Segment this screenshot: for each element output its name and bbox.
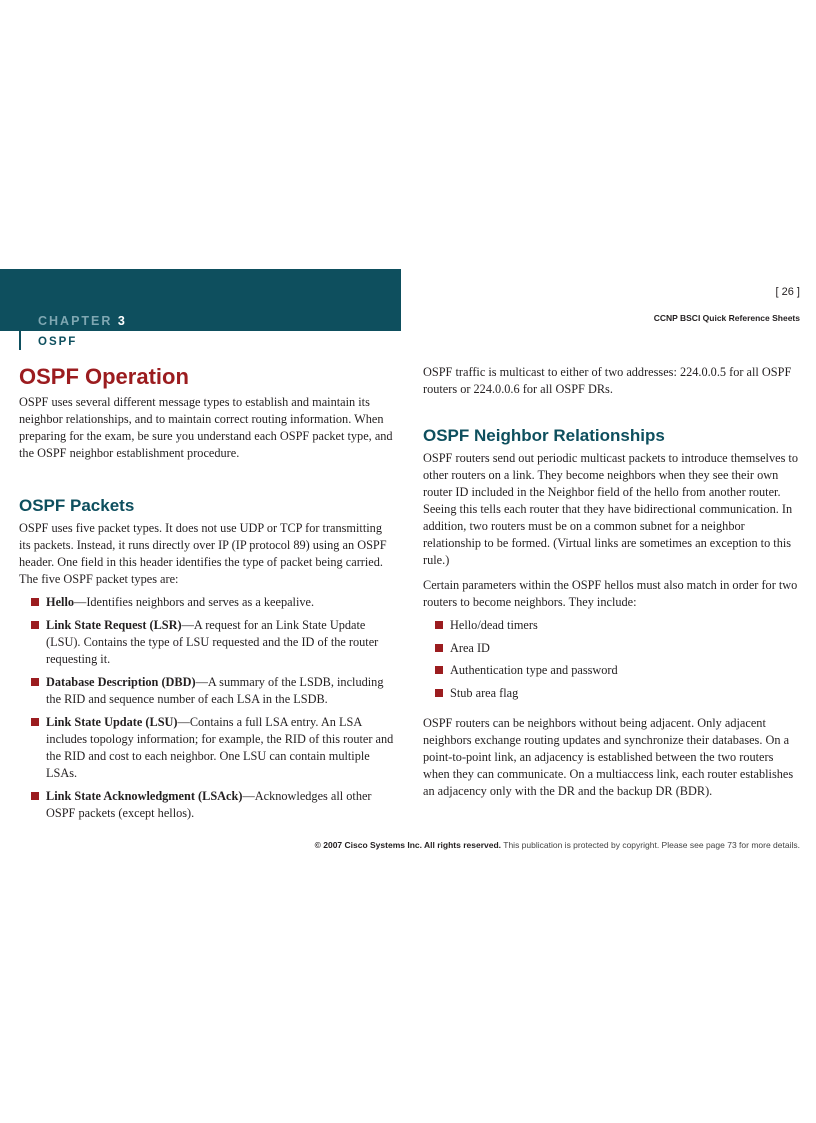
list-item: Hello/dead timers xyxy=(423,617,803,634)
left-column xyxy=(19,364,394,828)
section-divider xyxy=(19,331,21,350)
bullet-icon xyxy=(435,666,443,674)
operation-paragraph: OSPF uses several different message types to establish and maintain its neighbor relationships, and to maintain correct routing information. When preparing for the exam, be sure you understand each OSPF packet type, and the OSPF neighbor establishment procedure. xyxy=(19,395,393,460)
copyright-notice: This publication is protected by copyright. Please see page 73 for more details. xyxy=(503,840,800,850)
operation-heading: OSPF Operation xyxy=(19,364,189,389)
bullet-icon xyxy=(31,678,39,686)
params-paragraph: Certain parameters within the OSPF hellos must also match in order for two routers to become neighbors. They include: xyxy=(423,578,798,609)
section-name: OSPF xyxy=(38,336,78,348)
packet-type-list xyxy=(19,594,394,822)
bullet-icon xyxy=(31,621,39,629)
chapter-label-text: CHAPTER xyxy=(38,314,113,328)
list-item: Link State Acknowledgment (LSAck)—Acknowledges all other OSPF packets (except hellos). xyxy=(19,788,394,822)
bullet-icon xyxy=(435,689,443,697)
bullet-icon xyxy=(31,598,39,606)
neighbor-paragraph: OSPF routers send out periodic multicast packets to introduce themselves to other routers on a link. They become neighbors when they see their own router ID included in the Neighbor field of the hello from another router. Seeing this tells each router that they have bidirectional communication. In addition, two routers must be on a common subnet for a neighbor relationship to be formed. (Virtual links are sometimes an exception to this rule.) xyxy=(423,451,798,567)
neighbor-heading: OSPF Neighbor Relationships xyxy=(423,426,665,445)
list-item: Stub area flag xyxy=(423,685,803,702)
copyright-text: © 2007 Cisco Systems Inc. All rights reserved. xyxy=(314,840,502,850)
chapter-label xyxy=(38,314,127,328)
publication-title: CCNP BSCI Quick Reference Sheets xyxy=(653,313,800,323)
bullet-icon xyxy=(31,718,39,726)
list-item: Link State Request (LSR)—A request for an Link State Update (LSU). Contains the type of LSU requested and the ID of the router requesting it. xyxy=(19,617,394,668)
multicast-paragraph: OSPF traffic is multicast to either of two addresses: 224.0.0.5 for all OSPF routers or 224.0.0.6 for all OSPF DRs. xyxy=(423,365,792,396)
right-column xyxy=(423,364,803,800)
page-number: [ 26 ] xyxy=(775,286,800,298)
list-item: Database Description (DBD)—A summary of the LSDB, including the RID and sequence number of each LSA in the LSDB. xyxy=(19,674,394,708)
list-item: Link State Update (LSU)—Contains a full LSA entry. An LSA includes topology information; for example, the RID of this router and the RID and cost to each neighbor. One LSU can contain multiple LSAs. xyxy=(19,714,394,782)
packets-heading: OSPF Packets xyxy=(19,496,135,515)
list-item: Authentication type and password xyxy=(423,662,803,679)
chapter-number: 3 xyxy=(117,314,127,328)
bullet-icon xyxy=(31,792,39,800)
list-item: Hello—Identifies neighbors and serves as a keepalive. xyxy=(19,594,394,611)
copyright-footer xyxy=(315,840,800,850)
list-item: Area ID xyxy=(423,640,803,657)
bullet-icon xyxy=(435,621,443,629)
bullet-icon xyxy=(435,644,443,652)
params-list xyxy=(423,617,803,702)
adjacency-paragraph: OSPF routers can be neighbors without being adjacent. Only adjacent neighbors exchange routing updates and synchronize their databases. On a point-to-point link, an adjacency is established between the two routers when they can communicate. On a multiaccess link, each router establishes an adjacency only with the DR and the backup DR (BDR). xyxy=(423,716,794,798)
packets-paragraph: OSPF uses five packet types. It does not use UDP or TCP for transmitting its packets. Instead, it runs directly over IP (IP protocol 89) using an OSPF header. One field in this header identifies the type of packet being carried. The five OSPF packet types are: xyxy=(19,521,387,586)
